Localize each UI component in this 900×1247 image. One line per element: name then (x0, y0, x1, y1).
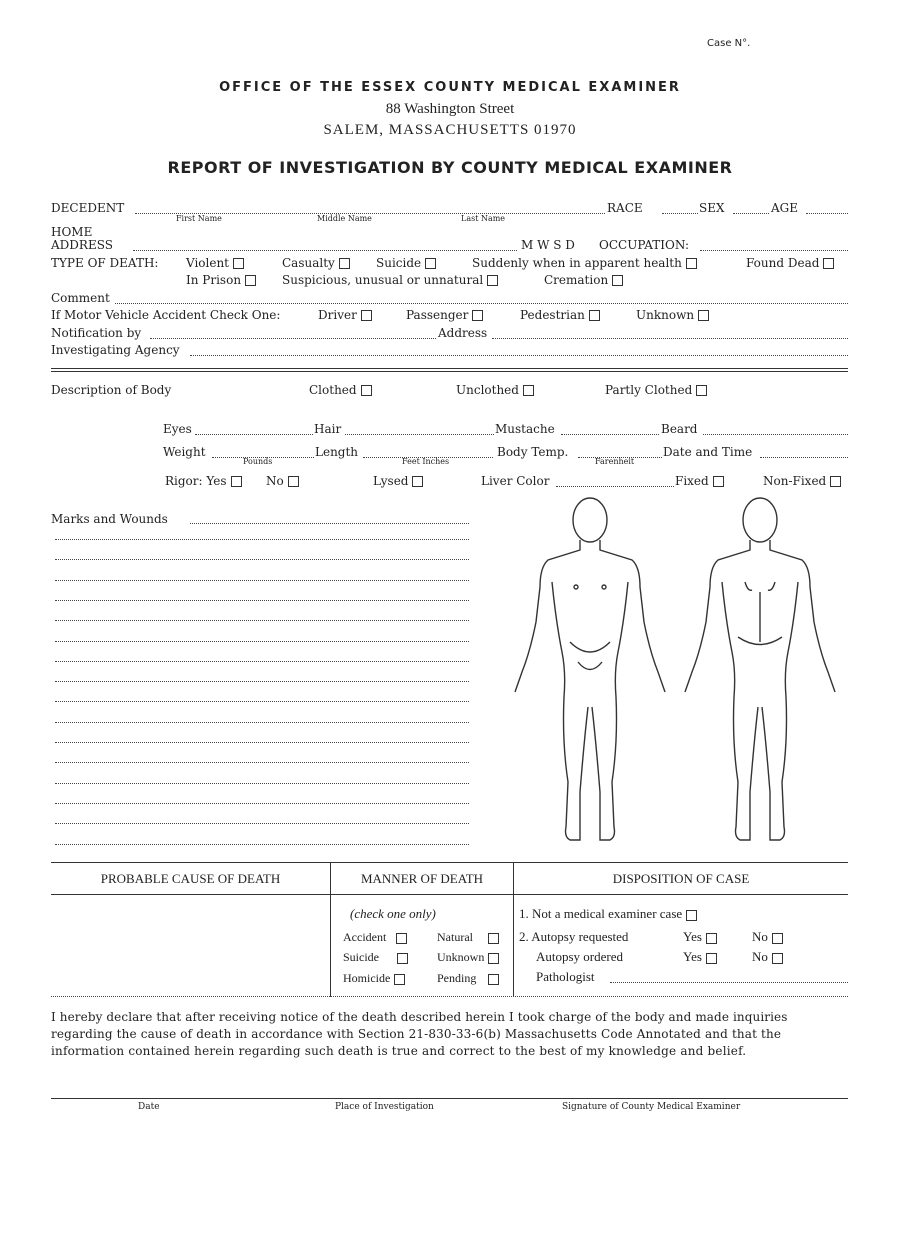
checkbox[interactable] (686, 258, 697, 269)
notification-field[interactable] (150, 338, 436, 339)
case-number-label: Case N°. (707, 38, 751, 49)
autopsy-ordered-yes[interactable]: Yes (683, 949, 717, 965)
age-label: AGE (771, 201, 799, 215)
divider (51, 371, 848, 372)
comment-field[interactable] (115, 303, 848, 304)
autopsy-requested-yes[interactable]: Yes (683, 929, 717, 945)
disposition-header: DISPOSITION OF CASE (612, 871, 750, 886)
pathologist-label: Pathologist (536, 969, 595, 984)
beard-label: Beard (661, 422, 698, 436)
office-title: OFFICE OF THE ESSEX COUNTY MEDICAL EXAMINER (219, 80, 681, 95)
marks-wounds-line[interactable] (55, 742, 469, 743)
marks-wounds-line[interactable] (55, 681, 469, 682)
autopsy-requested-no[interactable]: No (752, 929, 783, 945)
checkbox[interactable] (823, 258, 834, 269)
checkbox[interactable] (245, 275, 256, 286)
occupation-field[interactable] (700, 250, 848, 251)
page-title: REPORT OF INVESTIGATION BY COUNTY MEDICAL EXAMINER (167, 158, 733, 177)
first-name-caption: First Name (176, 214, 222, 223)
marks-wounds-line[interactable] (190, 523, 469, 524)
checkbox[interactable] (361, 385, 372, 396)
last-name-caption: Last Name (461, 214, 506, 223)
liver-color-field[interactable] (556, 486, 674, 487)
found-dead-option[interactable]: Found Dead (746, 256, 834, 270)
notification-address-label: Address (438, 326, 488, 340)
rigor-yes-option[interactable]: Rigor: Yes (165, 474, 242, 488)
checkbox[interactable] (397, 953, 408, 964)
declaration-line-2: regarding the cause of death in accordance with Section 21-830-33-6(b) Massachusetts Code Annotated and that the (51, 1027, 782, 1041)
marks-wounds-line[interactable] (55, 783, 469, 784)
comment-label: Comment (51, 291, 110, 305)
declaration-line-3: information contained herein regarding such death is true and correct to the best of my knowledge and belief. (51, 1044, 747, 1058)
race-label: RACE (607, 201, 643, 215)
marks-wounds-line[interactable] (55, 620, 469, 621)
decedent-label: DECEDENT (51, 201, 125, 215)
marks-wounds-line[interactable] (55, 600, 469, 601)
casualty-option[interactable]: Casualty (282, 256, 350, 270)
home-label: HOME (51, 225, 93, 239)
checkbox[interactable] (396, 933, 407, 944)
signature-caption: Signature of County Medical Examiner (562, 1102, 741, 1112)
date-caption: Date (138, 1102, 160, 1112)
marks-wounds-line[interactable] (55, 701, 469, 702)
checkbox[interactable] (472, 310, 483, 321)
lysed-option[interactable]: Lysed (373, 474, 423, 488)
checkbox[interactable] (425, 258, 436, 269)
eyes-field[interactable] (195, 434, 313, 435)
checkbox[interactable] (706, 953, 717, 964)
checkbox[interactable] (772, 953, 783, 964)
checkbox[interactable] (488, 933, 499, 944)
autopsy-ordered-no[interactable]: No (752, 949, 783, 965)
partly-clothed-option[interactable]: Partly Clothed (605, 383, 707, 397)
date-time-field[interactable] (760, 457, 848, 458)
marks-wounds-line[interactable] (55, 559, 469, 560)
marital-status-options: M W S D (521, 238, 575, 252)
body-temp-label: Body Temp. (497, 445, 569, 459)
length-label: Length (315, 445, 359, 459)
table-top-border (51, 862, 848, 863)
checkbox[interactable] (696, 385, 707, 396)
table-header-border (51, 894, 848, 895)
clothed-option[interactable]: Clothed (309, 383, 372, 397)
marks-wounds-line[interactable] (55, 722, 469, 723)
divider (51, 368, 848, 369)
marks-wounds-line[interactable] (55, 844, 469, 845)
marks-wounds-line[interactable] (55, 823, 469, 824)
unclothed-option[interactable]: Unclothed (456, 383, 534, 397)
marks-wounds-line[interactable] (55, 661, 469, 662)
fixed-option[interactable]: Fixed (675, 474, 724, 488)
checkbox[interactable] (488, 953, 499, 964)
sex-field[interactable] (733, 213, 769, 214)
body-diagram-icon (500, 492, 850, 852)
manner-natural-option[interactable]: Natural (437, 930, 499, 945)
description-label: Description of Body (51, 383, 172, 397)
mustache-field[interactable] (561, 434, 659, 435)
hair-field[interactable] (345, 434, 494, 435)
suddenly-option[interactable]: Suddenly when in apparent health (472, 256, 697, 270)
cremation-option[interactable]: Cremation (544, 273, 623, 287)
violent-option[interactable]: Violent (186, 256, 244, 270)
manner-header: MANNER OF DEATH (360, 871, 484, 886)
home-address-field[interactable] (133, 250, 517, 251)
sex-label: SEX (699, 201, 725, 215)
checkbox[interactable] (394, 974, 405, 985)
manner-suicide-option[interactable]: Suicide (343, 950, 408, 965)
hair-label: Hair (314, 422, 342, 436)
manner-pending-option[interactable]: Pending (437, 971, 499, 986)
marks-wounds-line[interactable] (55, 641, 469, 642)
pathologist-field[interactable] (610, 982, 848, 983)
farenheit-caption: Farenheit (595, 457, 635, 466)
checkbox[interactable] (233, 258, 244, 269)
cause-header: PROBABLE CAUSE OF DEATH (100, 871, 281, 886)
marks-wounds-line[interactable] (55, 539, 469, 540)
notification-label: Notification by (51, 326, 142, 340)
checkbox[interactable] (523, 385, 534, 396)
checkbox[interactable] (713, 476, 724, 487)
office-city: SALEM, MASSACHUSETTS 01970 (323, 122, 577, 138)
middle-name-caption: Middle Name (317, 214, 372, 223)
declaration-line-1: I hereby declare that after receiving notice of the death described herein I took charge of the body and made inquiries (51, 1010, 788, 1024)
checkbox[interactable] (589, 310, 600, 321)
non-fixed-option[interactable]: Non-Fixed (763, 474, 841, 488)
table-bottom-border (51, 996, 848, 997)
motor-vehicle-label: If Motor Vehicle Accident Check One: (51, 308, 281, 322)
race-field[interactable] (662, 213, 698, 214)
checkbox[interactable] (231, 476, 242, 487)
mustache-label: Mustache (495, 422, 555, 436)
in-prison-option[interactable]: In Prison (186, 273, 256, 287)
marks-wounds-label: Marks and Wounds (51, 512, 168, 526)
pedestrian-option[interactable]: Pedestrian (520, 308, 600, 322)
manner-accident-option[interactable]: Accident (343, 930, 407, 945)
marks-wounds-line[interactable] (55, 803, 469, 804)
eyes-label: Eyes (163, 422, 192, 436)
checkbox[interactable] (706, 933, 717, 944)
pounds-caption: Pounds (243, 457, 273, 466)
manner-unknown-option[interactable]: Unknown (437, 950, 499, 965)
unknown-option[interactable]: Unknown (636, 308, 709, 322)
occupation-label: OCCUPATION: (599, 238, 689, 252)
beard-field[interactable] (703, 434, 848, 435)
checkbox[interactable] (412, 476, 423, 487)
manner-homicide-option[interactable]: Homicide (343, 971, 405, 986)
signature-line[interactable] (51, 1098, 848, 1099)
checkbox[interactable] (698, 310, 709, 321)
checkbox[interactable] (339, 258, 350, 269)
checkbox[interactable] (612, 275, 623, 286)
passenger-option[interactable]: Passenger (406, 308, 483, 322)
suicide-option[interactable]: Suicide (376, 256, 436, 270)
date-time-label: Date and Time (663, 445, 753, 459)
type-of-death-label: TYPE OF DEATH: (51, 256, 159, 270)
checkbox[interactable] (488, 974, 499, 985)
checkbox[interactable] (288, 476, 299, 487)
autopsy-ordered-label: Autopsy ordered (536, 949, 624, 964)
feet-inches-caption: Feet Inches (402, 457, 450, 466)
driver-option[interactable]: Driver (318, 308, 372, 322)
check-one-note: (check one only) (350, 906, 436, 921)
marks-wounds-line[interactable] (55, 762, 469, 763)
checkbox[interactable] (361, 310, 372, 321)
age-field[interactable] (806, 213, 848, 214)
weight-label: Weight (163, 445, 206, 459)
not-me-case-option[interactable]: 1. Not a medical examiner case (519, 906, 697, 922)
notification-address-field[interactable] (492, 338, 848, 339)
marks-wounds-line[interactable] (55, 580, 469, 581)
checkbox[interactable] (830, 476, 841, 487)
checkbox[interactable] (686, 910, 697, 921)
rigor-no-option[interactable]: No (266, 474, 299, 488)
suspicious-option[interactable]: Suspicious, unusual or unnatural (282, 273, 498, 287)
checkbox[interactable] (487, 275, 498, 286)
agency-label: Investigating Agency (51, 343, 180, 357)
place-caption: Place of Investigation (335, 1102, 434, 1112)
liver-color-label: Liver Color (481, 474, 550, 488)
autopsy-requested-label: 2. Autopsy requested (519, 929, 629, 944)
agency-field[interactable] (190, 355, 848, 356)
address-label: ADDRESS (51, 238, 113, 252)
checkbox[interactable] (772, 933, 783, 944)
office-street: 88 Washington Street (385, 101, 515, 117)
